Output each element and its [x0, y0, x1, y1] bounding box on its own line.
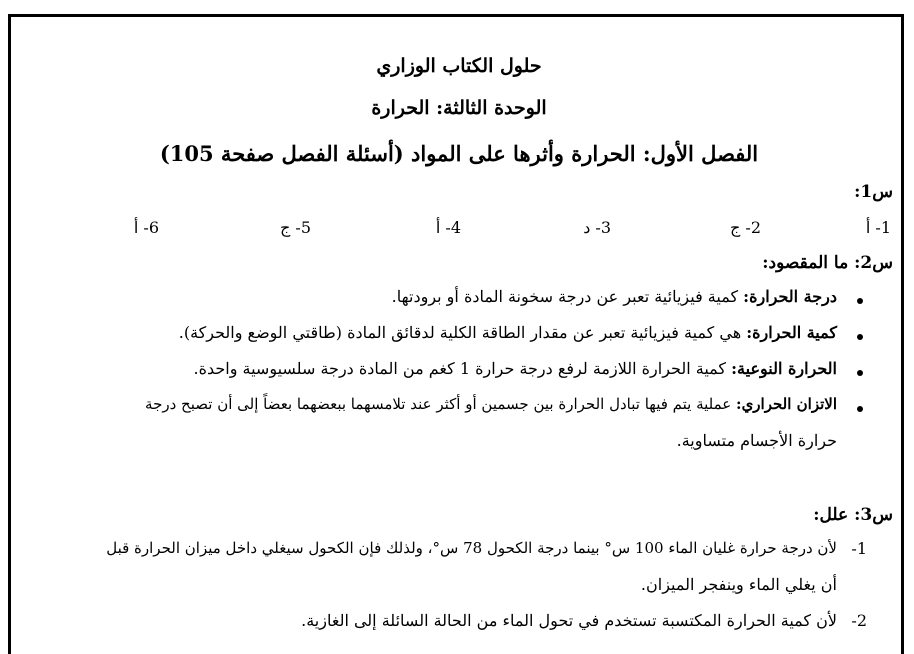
question-2-label: س2: ما المقصود: [762, 253, 893, 273]
reason-continuation: أن يغلي الماء وينفجر الميزان. [640, 575, 837, 594]
bullet-icon [857, 370, 863, 376]
bullet-icon [857, 334, 863, 340]
reason-text: لأن درجة حرارة غليان الماء 100 س° بينما درجة الكحول 78 س°، ولذلك فإن الكحول سيغلي داخل ميزان الحرارة قبل [106, 539, 837, 557]
definition-continuation: حرارة الأجسام متساوية. [676, 431, 837, 450]
definition-term: الحرارة النوعية: [731, 359, 837, 378]
bullet-icon [857, 406, 863, 412]
definition-term: الاتزان الحراري: [736, 395, 837, 413]
definition-term: كمية الحرارة: [746, 323, 837, 342]
reason-text: لأن كمية الحرارة المكتسبة تستخدم في تحول الماء من الحالة السائلة إلى الغازية. [301, 611, 837, 630]
q1-answer-2: 2- ج [729, 218, 761, 237]
bullet-icon [857, 298, 863, 304]
definition-text: كمية الحرارة اللازمة لرفع درجة حرارة 1 كغم من المادة درجة سلسيوسية واحدة. [193, 359, 732, 378]
question-1-label: س1: [854, 182, 893, 202]
q1-answer-5: 5- ج [279, 218, 311, 237]
document-title: حلول الكتاب الوزاري [376, 55, 542, 77]
q1-answer-3: 3- د [583, 218, 611, 237]
q1-answer-6: 6- أ [133, 218, 159, 237]
definition-term: درجة الحرارة: [743, 287, 837, 306]
definition-text: كمية فيزيائية تعبر عن درجة سخونة المادة أو برودتها. [391, 287, 744, 306]
definition-item [392, 287, 837, 306]
definition-text: هي كمية فيزيائية تعبر عن مقدار الطاقة الكلية لدقائق المادة (طاقتي الوضع والحركة). [178, 323, 747, 342]
unit-title: الوحدة الثالثة: الحرارة [371, 97, 547, 119]
chapter-title: الفصل الأول: الحرارة وأثرها على المواد (أسئلة الفصل صفحة 105) [159, 141, 759, 166]
definition-item [193, 359, 837, 378]
q1-answer-4: 4- أ [435, 218, 461, 237]
question-3-label: س3: علل: [813, 505, 893, 525]
definition-item [145, 395, 837, 413]
q1-answer-1: 1- أ [865, 218, 891, 237]
reason-number: 1- [851, 539, 867, 558]
document-page [8, 14, 904, 654]
reason-number: 2- [851, 611, 867, 630]
definition-item [179, 323, 837, 342]
definition-text: عملية يتم فيها تبادل الحرارة بين جسمين أو أكثر عند تلامسهما ببعضهما بعضاً إلى أن تصبح درجة [145, 395, 737, 413]
